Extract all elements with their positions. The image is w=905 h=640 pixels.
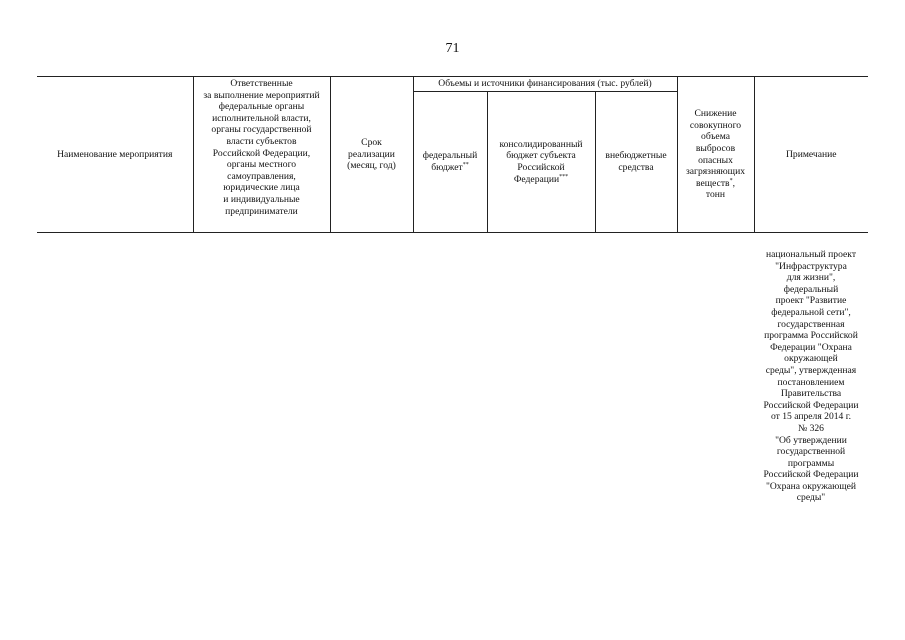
cell-responsible	[193, 233, 330, 505]
cell-consolidated-budget	[487, 233, 595, 505]
table-row	[37, 233, 868, 505]
cell-note	[754, 233, 868, 505]
cell-term	[330, 233, 413, 505]
header-federal-budget: федеральный бюджет**	[413, 92, 487, 233]
header-note: Примечание	[754, 77, 868, 233]
measures-table	[37, 76, 868, 504]
cell-event-name	[37, 233, 193, 505]
header-responsible: Ответственные за выполнение мероприятий федеральные органы исполнительной власти, органы государственной власти субъектов Российской Федерации, органы местного самоуправления, юридические лица и индивидуальные предприниматели	[193, 77, 330, 233]
header-event-name: Наименование мероприятия	[37, 77, 193, 233]
header-emission-reduction: Снижение совокупного объема выбросов опасных загрязняющих веществ*, тонн	[677, 77, 754, 233]
cell-extrabudgetary	[595, 233, 677, 505]
page-number: 71	[445, 41, 460, 56]
table-header	[37, 77, 868, 233]
header-consolidated-budget: консолидированный бюджет субъекта Российской Федерации***	[487, 92, 595, 233]
header-extrabudgetary: внебюджетные средства	[595, 92, 677, 233]
cell-federal-budget	[413, 233, 487, 505]
cell-emission-reduction	[677, 233, 754, 505]
header-term: Срок реализации (месяц, год)	[330, 77, 413, 233]
note-text: национальный проект "Инфраструктура для жизни", федеральный проект "Развитие федеральной сети", государственная программа Российской Федерации "Охрана окружающей среды", утвержденная постановлением Правительства Российской Федерации от 15 апреля 2014 г. № 326 "Об утверждении государственной программы Российской Федерации "Охрана окружающей среды"	[763, 249, 859, 504]
header-funding-group: Объемы и источники финансирования (тыс. рублей)	[413, 77, 677, 92]
